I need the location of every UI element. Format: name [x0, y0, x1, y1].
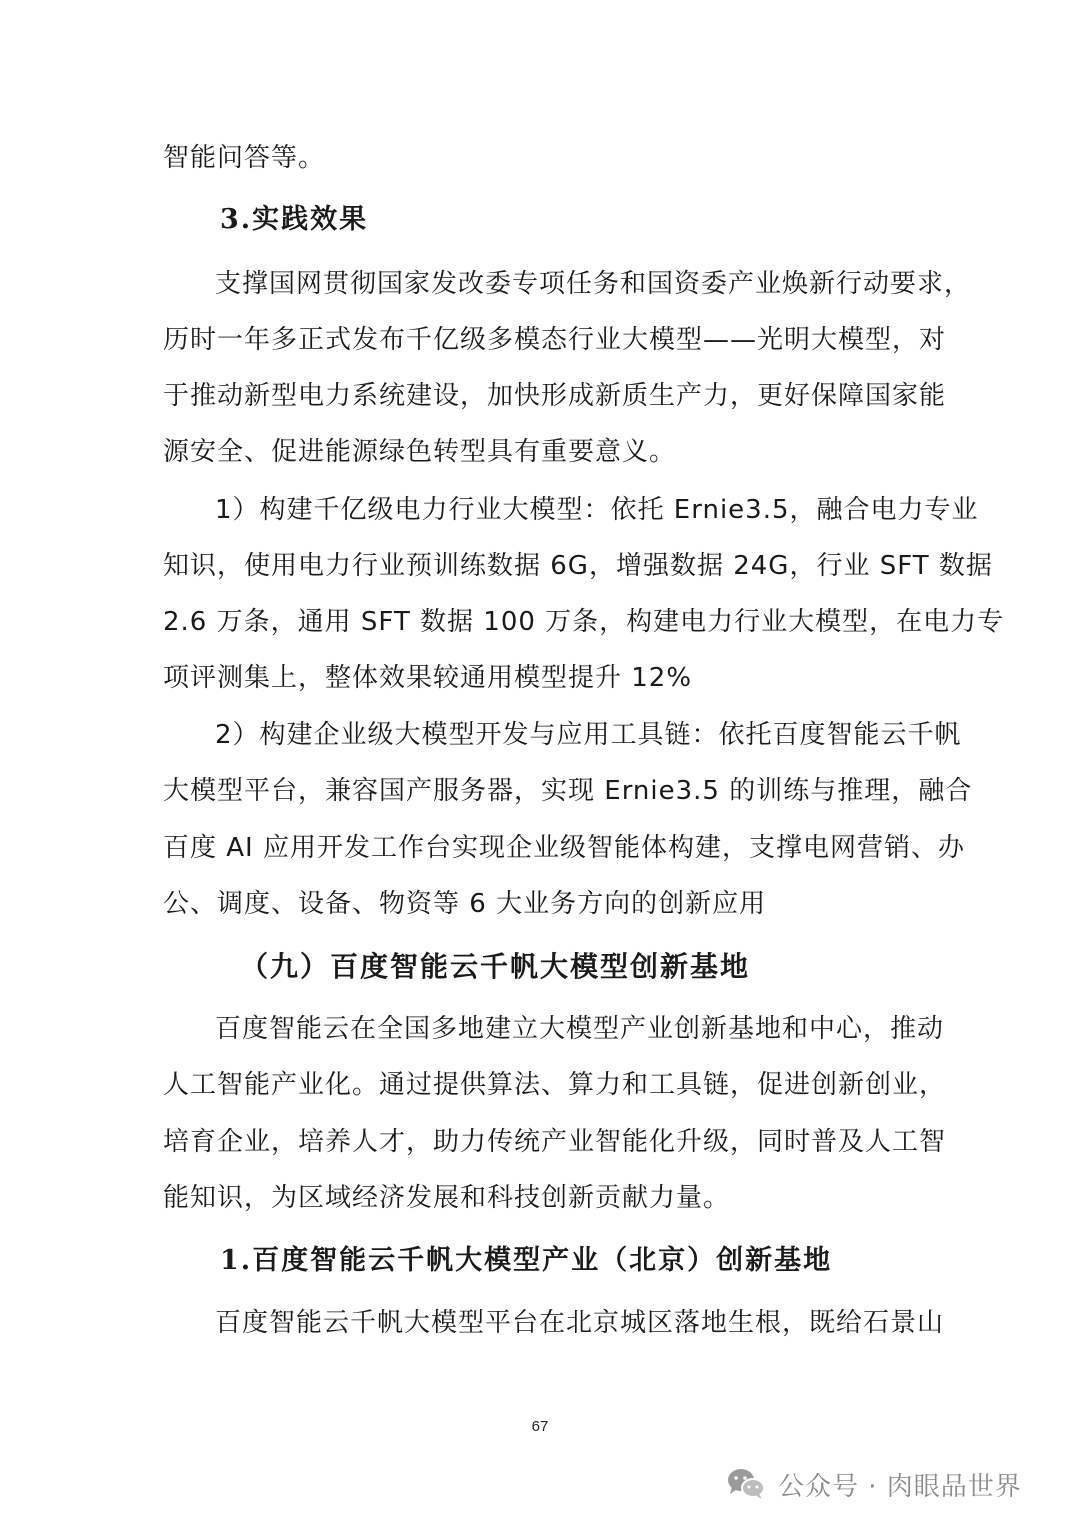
paragraph-line: 公、调度、设备、物资等 6 大业务方向的创新应用: [163, 889, 767, 919]
paragraph-line: 历时一年多正式发布千亿级多模态行业大模型——光明大模型，对: [163, 325, 947, 355]
subheading-beijing-base: 1.百度智能云千帆大模型产业（北京）创新基地: [220, 1245, 833, 1276]
paragraph-line: 百度 AI 应用开发工作台实现企业级智能体构建，支撑电网营销、办: [163, 833, 965, 863]
paragraph-line: 百度智能云千帆大模型平台在北京城区落地生根，既给石景山: [215, 1308, 945, 1338]
watermark-text: 公众号 · 肉眼品世界: [778, 1471, 1022, 1502]
paragraph-line: 百度智能云在全国多地建立大模型产业创新基地和中心，推动: [215, 1014, 945, 1044]
page-number: 67: [531, 1418, 549, 1435]
section-heading-9: （九）百度智能云千帆大模型创新基地: [240, 950, 751, 983]
paragraph-line: 源安全、促进能源绿色转型具有重要意义。: [163, 437, 677, 467]
paragraph-line: 培育企业，培养人才，助力传统产业智能化升级，同时普及人工智: [163, 1127, 947, 1157]
wechat-icon: [726, 1467, 766, 1501]
paragraph-line: 人工智能产业化。通过提供算法、算力和工具链，促进创新创业，: [163, 1070, 947, 1100]
paragraph-line: 智能问答等。: [163, 143, 326, 173]
paragraph-line: 项评测集上，整体效果较通用模型提升 12%: [163, 663, 693, 693]
paragraph-line: 1）构建千亿级电力行业大模型：依托 Ernie3.5，融合电力专业: [215, 495, 979, 525]
paragraph-line: 知识，使用电力行业预训练数据 6G，增强数据 24G，行业 SFT 数据: [163, 551, 993, 581]
paragraph-line: 能知识，为区域经济发展和科技创新贡献力量。: [163, 1183, 731, 1213]
paragraph-line: 2.6 万条，通用 SFT 数据 100 万条，构建电力行业大模型，在电力专: [163, 607, 1005, 637]
subheading-practice-results: 3.实践效果: [220, 204, 369, 235]
paragraph-line: 于推动新型电力系统建设，加快形成新质生产力，更好保障国家能: [163, 381, 947, 411]
paragraph-line: 支撑国网贯彻国家发改委专项任务和国资委产业焕新行动要求，: [215, 269, 972, 299]
paragraph-line: 大模型平台，兼容国产服务器，实现 Ernie3.5 的训练与推理，融合: [163, 776, 973, 806]
paragraph-line: 2）构建企业级大模型开发与应用工具链：依托百度智能云千帆: [215, 720, 962, 750]
wechat-watermark: [726, 1462, 1022, 1506]
